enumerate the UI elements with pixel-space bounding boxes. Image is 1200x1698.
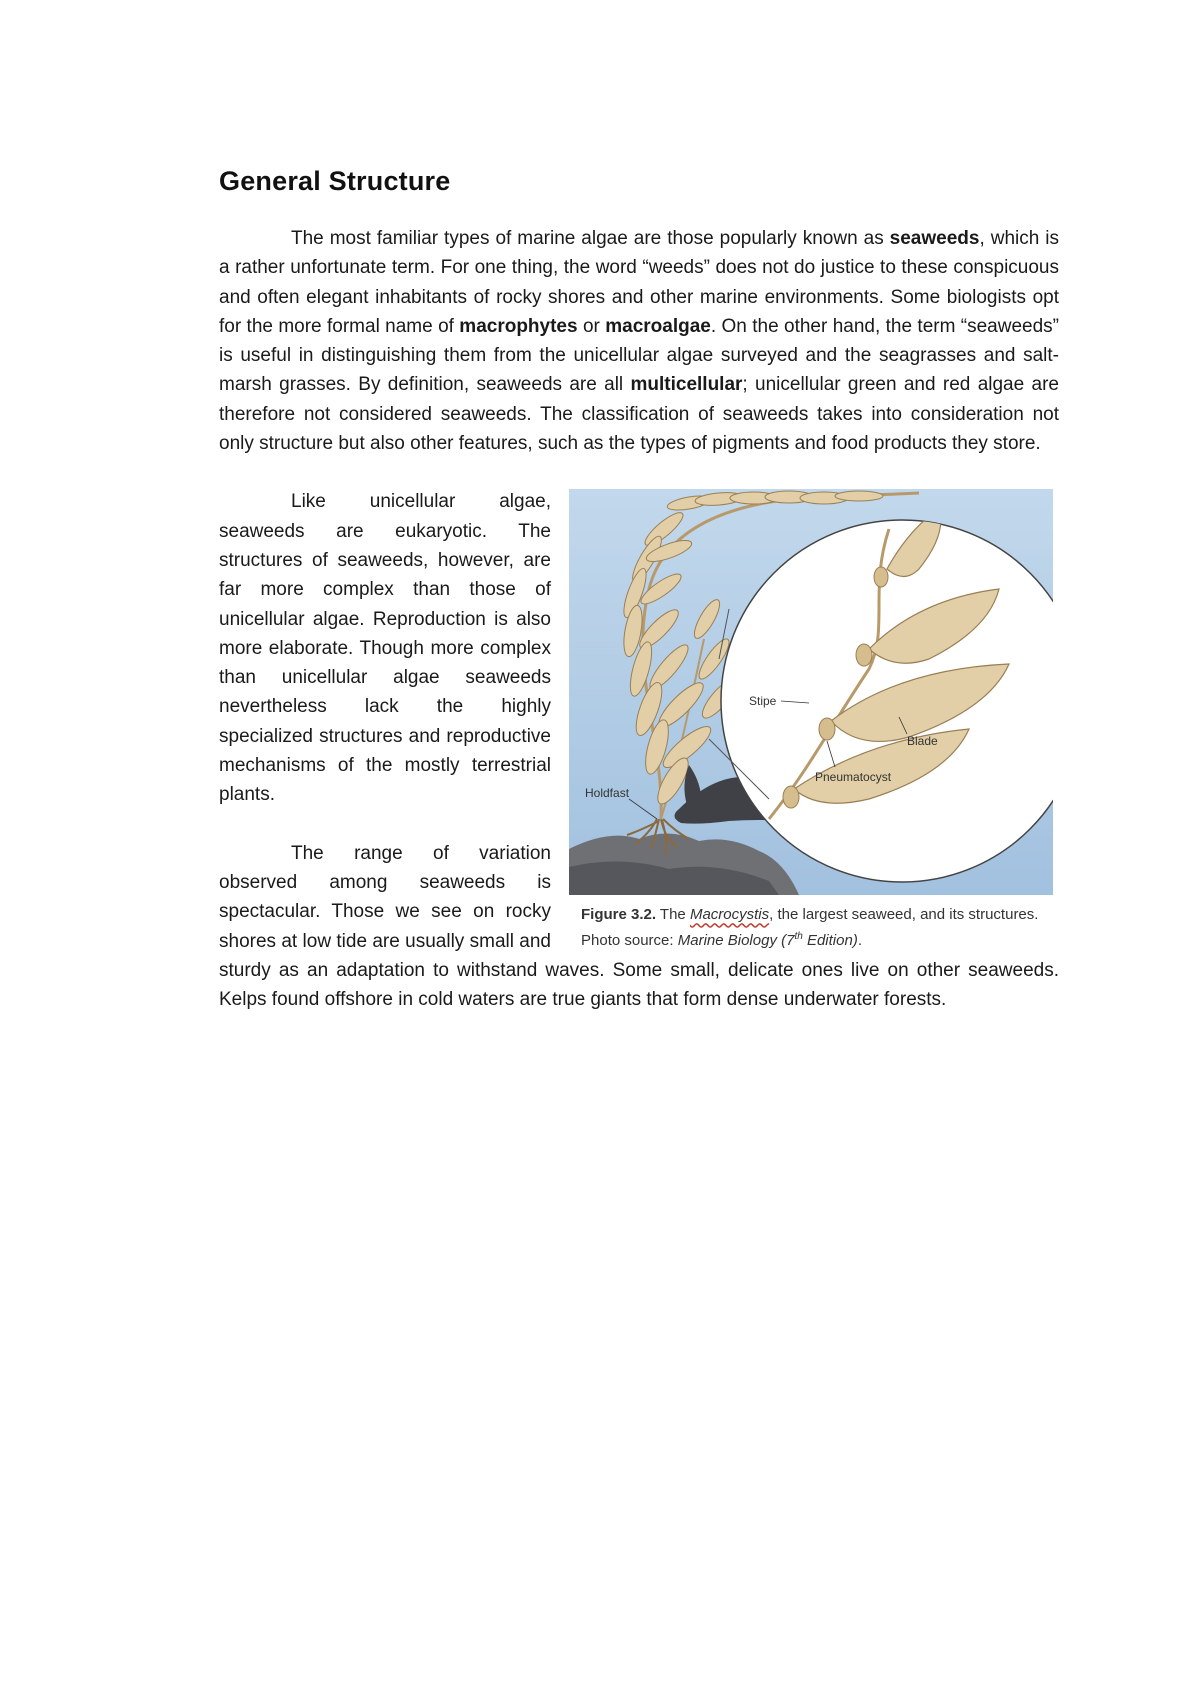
paragraph-2: Like unicellular algae, seaweeds are eukaryotic. The structures of seaweeds, however, are far more complex than those of unicellular algae. Reproduction is also more elaborate. Though more complex than unicellular algae seaweeds nevertheless lack the highly specialized structures and reproductive mechanisms of the mostly terrestrial plants. [219, 491, 551, 806]
text-run: The most familiar types of marine algae are those popularly known as [291, 228, 890, 249]
figure-3-2 [567, 489, 1059, 952]
label-stipe: Stipe [749, 694, 777, 709]
term-seaweeds: seaweeds [889, 228, 980, 249]
macrocystis-illustration [569, 489, 1053, 895]
section-heading: General Structure [219, 166, 451, 196]
caption-genus: Macrocystis [689, 906, 770, 924]
paragraph-3: The range of variation observed among seaweeds is spectacular. Those we see on rocky shores at low tide are usually small and sturdy as an adaptation to withstand waves. Some small, delicate ones live on other seaweeds. Kelps found offshore in cold waters are true giants that form dense underwater forests. [219, 842, 1059, 1011]
caption-text: The [656, 906, 690, 924]
text-run: , which is a rather unfortunate term. For one thing, the word “weeds” does not do justice to these conspicuous and often elegant inhabitants of rocky shores and other marine environments. Some biologists opt for the more formal name of [219, 228, 1059, 337]
caption-text: , the largest seaweed, and its structures. Photo source: [581, 906, 1039, 950]
text-run: . On the other hand, the term “seaweeds” is useful in distinguishing them from the unicellular algae surveyed and the seagrasses and salt-marsh grasses. By definition, seaweeds are all [219, 315, 1060, 396]
paragraph-1 [219, 224, 1059, 458]
caption-source-end: Edition) [802, 932, 858, 950]
term-macrophytes: macrophytes [459, 315, 578, 337]
label-blade: Blade [907, 734, 938, 749]
label-holdfast: Holdfast [585, 786, 630, 801]
label-pneumatocyst: Pneumatocyst [815, 770, 892, 785]
text-run: ; unicellular green and red algae are therefore not considered seaweeds. The classification of seaweeds takes into consideration not only structure but also other features, such as the types of pigments and food products they store. [219, 374, 1059, 455]
caption-source [678, 932, 858, 949]
caption-end: . [857, 932, 862, 950]
term-multicellular: multicellular [630, 374, 743, 396]
figure-caption [581, 904, 1059, 952]
term-macroalgae: macroalgae [605, 315, 711, 337]
document-content [219, 166, 1059, 1014]
caption-source-text: Marine Biology (7 [677, 932, 795, 950]
text-run: or [577, 315, 606, 337]
caption-label: Figure 3.2. [581, 906, 657, 924]
figure-wrap-section [219, 487, 1059, 1014]
caption-sup: th [794, 931, 803, 943]
